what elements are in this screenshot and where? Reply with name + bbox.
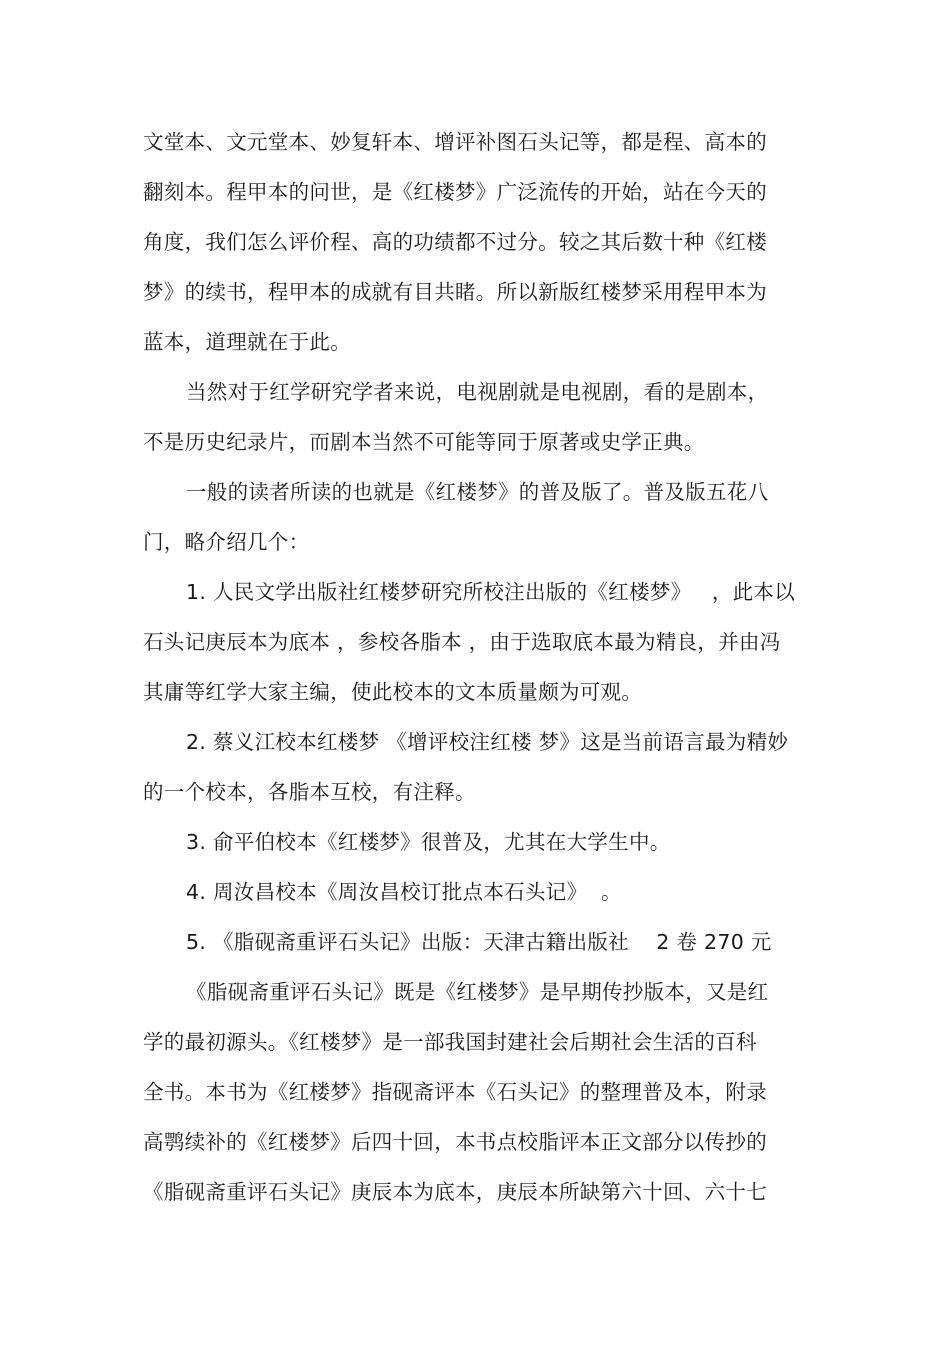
- text-line: 学的最初源头。《红楼梦》是一部我国封建社会后期社会生活的百科: [143, 1030, 757, 1054]
- list-item-1: 1. 人民文学出版社红楼梦研究所校注出版的《红楼梦》 ，此本以: [186, 580, 796, 604]
- paragraph-first-line: 一般的读者所读的也就是《红楼梦》的普及版了。普及版五花八: [186, 480, 769, 504]
- paragraph-first-line: 当然对于红学研究学者来说，电视剧就是电视剧，看的是剧本，: [186, 380, 769, 404]
- text-line: 全书。本书为《红楼梦》指砚斋评本《石头记》的整理普及本，附录: [143, 1080, 767, 1104]
- text-line: 角度，我们怎么评价程、高的功绩都不过分。较之其后数十种《红楼: [143, 230, 767, 254]
- list-item-3: 3. 俞平伯校本《红楼梦》很普及，尤其在大学生中。: [186, 830, 671, 854]
- text-line: 门，略介绍几个：: [143, 530, 310, 554]
- text-line: 高鹗续补的《红楼梦》后四十回，本书点校脂评本正文部分以传抄的: [143, 1130, 767, 1154]
- text-line: 文堂本、文元堂本、妙复轩本、增评补图石头记等，都是程、高本的: [143, 130, 767, 154]
- text-line: 石头记庚辰本为底本 ，参校各脂本 ，由于选取底本最为精良，并由冯: [143, 630, 781, 654]
- list-item-5: 5. 《脂砚斋重评石头记》出版：天津古籍出版社 2 卷 270 元: [186, 930, 772, 954]
- text-line: 梦》的续书，程甲本的成就有目共睹。所以新版红楼梦采用程甲本为: [143, 280, 767, 304]
- list-item-4: 4. 周汝昌校本《周汝昌校订批点本石头记》 。: [186, 880, 622, 904]
- text-line: 其庸等红学大家主编，使此校本的文本质量颇为可观。: [143, 680, 643, 704]
- list-item-2: 2. 蔡义江校本红楼梦 《增评校注红楼 梦》这是当前语言最为精妙: [186, 730, 789, 754]
- text-line: 翻刻本。程甲本的问世，是《红楼梦》广泛流传的开始，站在今天的: [143, 180, 767, 204]
- text-line: 蓝本，道理就在于此。: [143, 330, 351, 354]
- text-line: 的一个校本，各脂本互校，有注释。: [143, 780, 476, 804]
- text-line: 《脂砚斋重评石头记》庚辰本为底本，庚辰本所缺第六十回、六十七: [143, 1180, 767, 1204]
- paragraph-first-line: 《脂砚斋重评石头记》既是《红楼梦》是早期传抄版本，又是红: [186, 980, 769, 1004]
- text-line: 不是历史纪录片，而剧本当然不可能等同于原著或史学正典。: [143, 430, 705, 454]
